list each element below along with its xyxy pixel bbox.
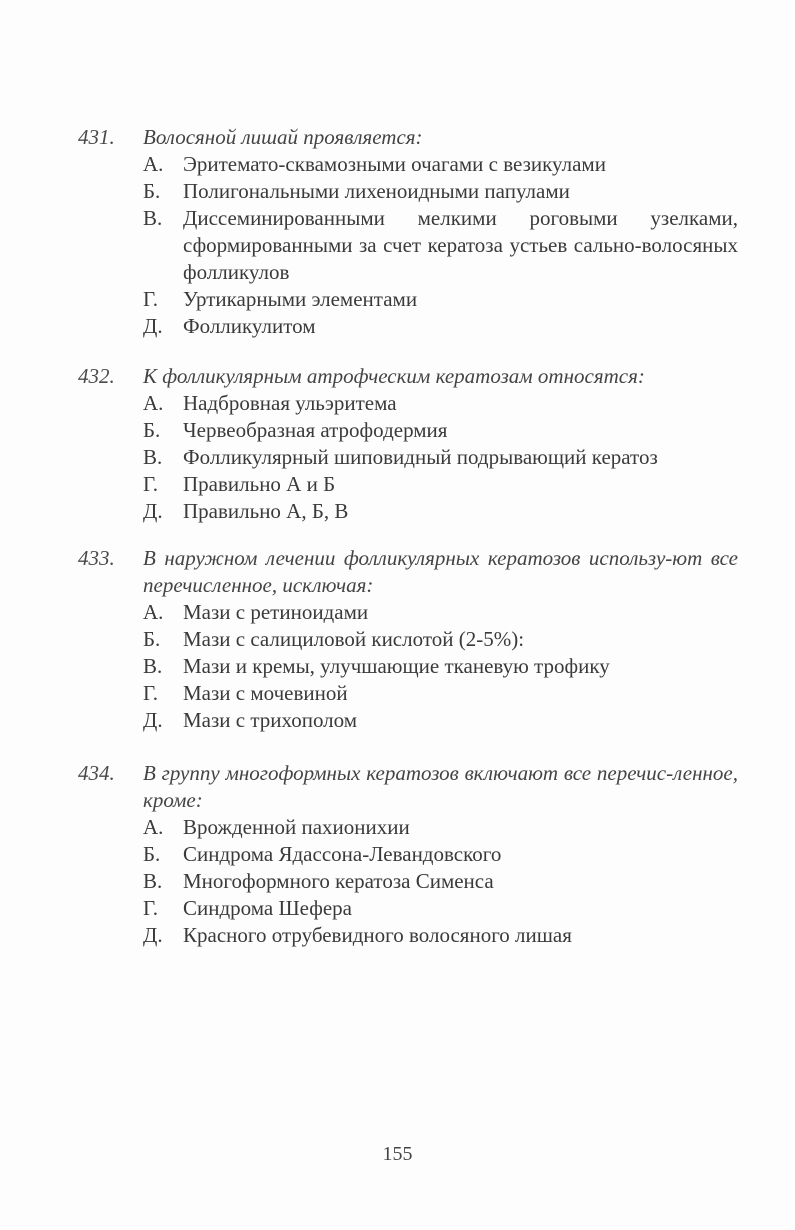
answer-text: Синдрома Ядассона-Левандовского <box>183 842 502 866</box>
question-number: 433. <box>78 546 115 570</box>
answer-option <box>78 868 738 895</box>
question-433 <box>78 545 738 734</box>
question-431 <box>78 124 738 340</box>
answer-option <box>78 313 738 340</box>
answer-option <box>78 471 738 498</box>
answer-option <box>78 895 738 922</box>
question-header <box>78 760 738 814</box>
answer-list <box>78 599 738 734</box>
answer-text: Надбровная ульэритема <box>183 391 397 415</box>
answer-option <box>78 390 738 417</box>
answer-option <box>78 444 738 471</box>
question-432 <box>78 363 738 525</box>
answer-list <box>78 151 738 340</box>
question-text: Волосяной лишай проявляется: <box>143 125 423 149</box>
answer-letter: В. <box>143 869 163 893</box>
answer-letter: Б. <box>143 627 161 651</box>
answer-text: Уртикарными элементами <box>183 287 418 311</box>
answer-letter: Д. <box>143 314 163 338</box>
answer-text: Мази и кремы, улучшающие тканевую трофику <box>183 654 610 678</box>
answer-letter: Г. <box>143 681 159 705</box>
question-text: К фолликулярным атрофческим кератозам относятся: <box>143 364 645 388</box>
question-number: 431. <box>78 125 115 149</box>
answer-text: Червеобразная атрофодермия <box>183 418 448 442</box>
answer-text: Фолликулитом <box>183 314 316 338</box>
question-text: В наружном лечении фолликулярных кератозов использу-ют все перечисленное, исключая: <box>143 546 738 597</box>
answer-text: Мази с трихополом <box>183 708 358 732</box>
answer-option <box>78 814 738 841</box>
answer-text: Полигональными лихеноидными папулами <box>183 179 570 203</box>
page-number: 155 <box>382 1143 413 1165</box>
answer-letter: Г. <box>143 472 159 496</box>
answer-letter: Г. <box>143 287 159 311</box>
answer-option <box>78 417 738 444</box>
answer-letter: В. <box>143 654 163 678</box>
answer-option <box>78 178 738 205</box>
answer-option <box>78 841 738 868</box>
answer-letter: Б. <box>143 179 161 203</box>
answer-letter: Г. <box>143 896 159 920</box>
answer-option <box>78 151 738 178</box>
answer-text: Синдрома Шефера <box>183 896 352 920</box>
question-number: 434. <box>78 761 115 785</box>
answer-text: Диссеминированными мелкими роговыми узелками, сформированными за счет кератоза устьев сально-волосяных фолликулов <box>183 206 738 284</box>
answer-text: Фолликулярный шиповидный подрывающий кератоз <box>183 445 658 469</box>
answer-letter: А. <box>143 391 164 415</box>
answer-letter: Д. <box>143 923 163 947</box>
answer-option <box>78 707 738 734</box>
answer-letter: Б. <box>143 418 161 442</box>
answer-list <box>78 814 738 949</box>
answer-letter: Б. <box>143 842 161 866</box>
answer-option <box>78 922 738 949</box>
question-header <box>78 363 738 390</box>
answer-option <box>78 680 738 707</box>
answer-text: Мази с мочевиной <box>183 681 348 705</box>
answer-text: Многоформного кератоза Сименса <box>183 869 494 893</box>
answer-list <box>78 390 738 525</box>
answer-letter: Д. <box>143 499 163 523</box>
answer-text: Правильно А и Б <box>183 472 336 496</box>
answer-text: Мази с ретиноидами <box>183 600 369 624</box>
answer-text: Правильно А, Б, В <box>183 499 349 523</box>
answer-text: Красного отрубевидного волосяного лишая <box>183 923 572 947</box>
answer-letter: А. <box>143 815 164 839</box>
answer-text: Мази с салициловой кислотой (2-5%): <box>183 627 525 651</box>
answer-option <box>78 653 738 680</box>
answer-text: Врожденной пахионихии <box>183 815 410 839</box>
answer-option <box>78 498 738 525</box>
answer-option <box>78 626 738 653</box>
question-text: В группу многоформных кератозов включают все перечис-ленное, кроме: <box>143 761 738 812</box>
answer-letter: В. <box>143 206 163 230</box>
answer-option <box>78 205 738 286</box>
question-number: 432. <box>78 364 115 388</box>
answer-option <box>78 286 738 313</box>
answer-letter: В. <box>143 445 163 469</box>
answer-option <box>78 599 738 626</box>
answer-letter: А. <box>143 600 164 624</box>
question-434 <box>78 760 738 949</box>
answer-letter: Д. <box>143 708 163 732</box>
question-header <box>78 124 738 151</box>
answer-text: Эритемато-сквамозными очагами с везикулами <box>183 152 606 176</box>
answer-letter: А. <box>143 152 164 176</box>
question-header <box>78 545 738 599</box>
